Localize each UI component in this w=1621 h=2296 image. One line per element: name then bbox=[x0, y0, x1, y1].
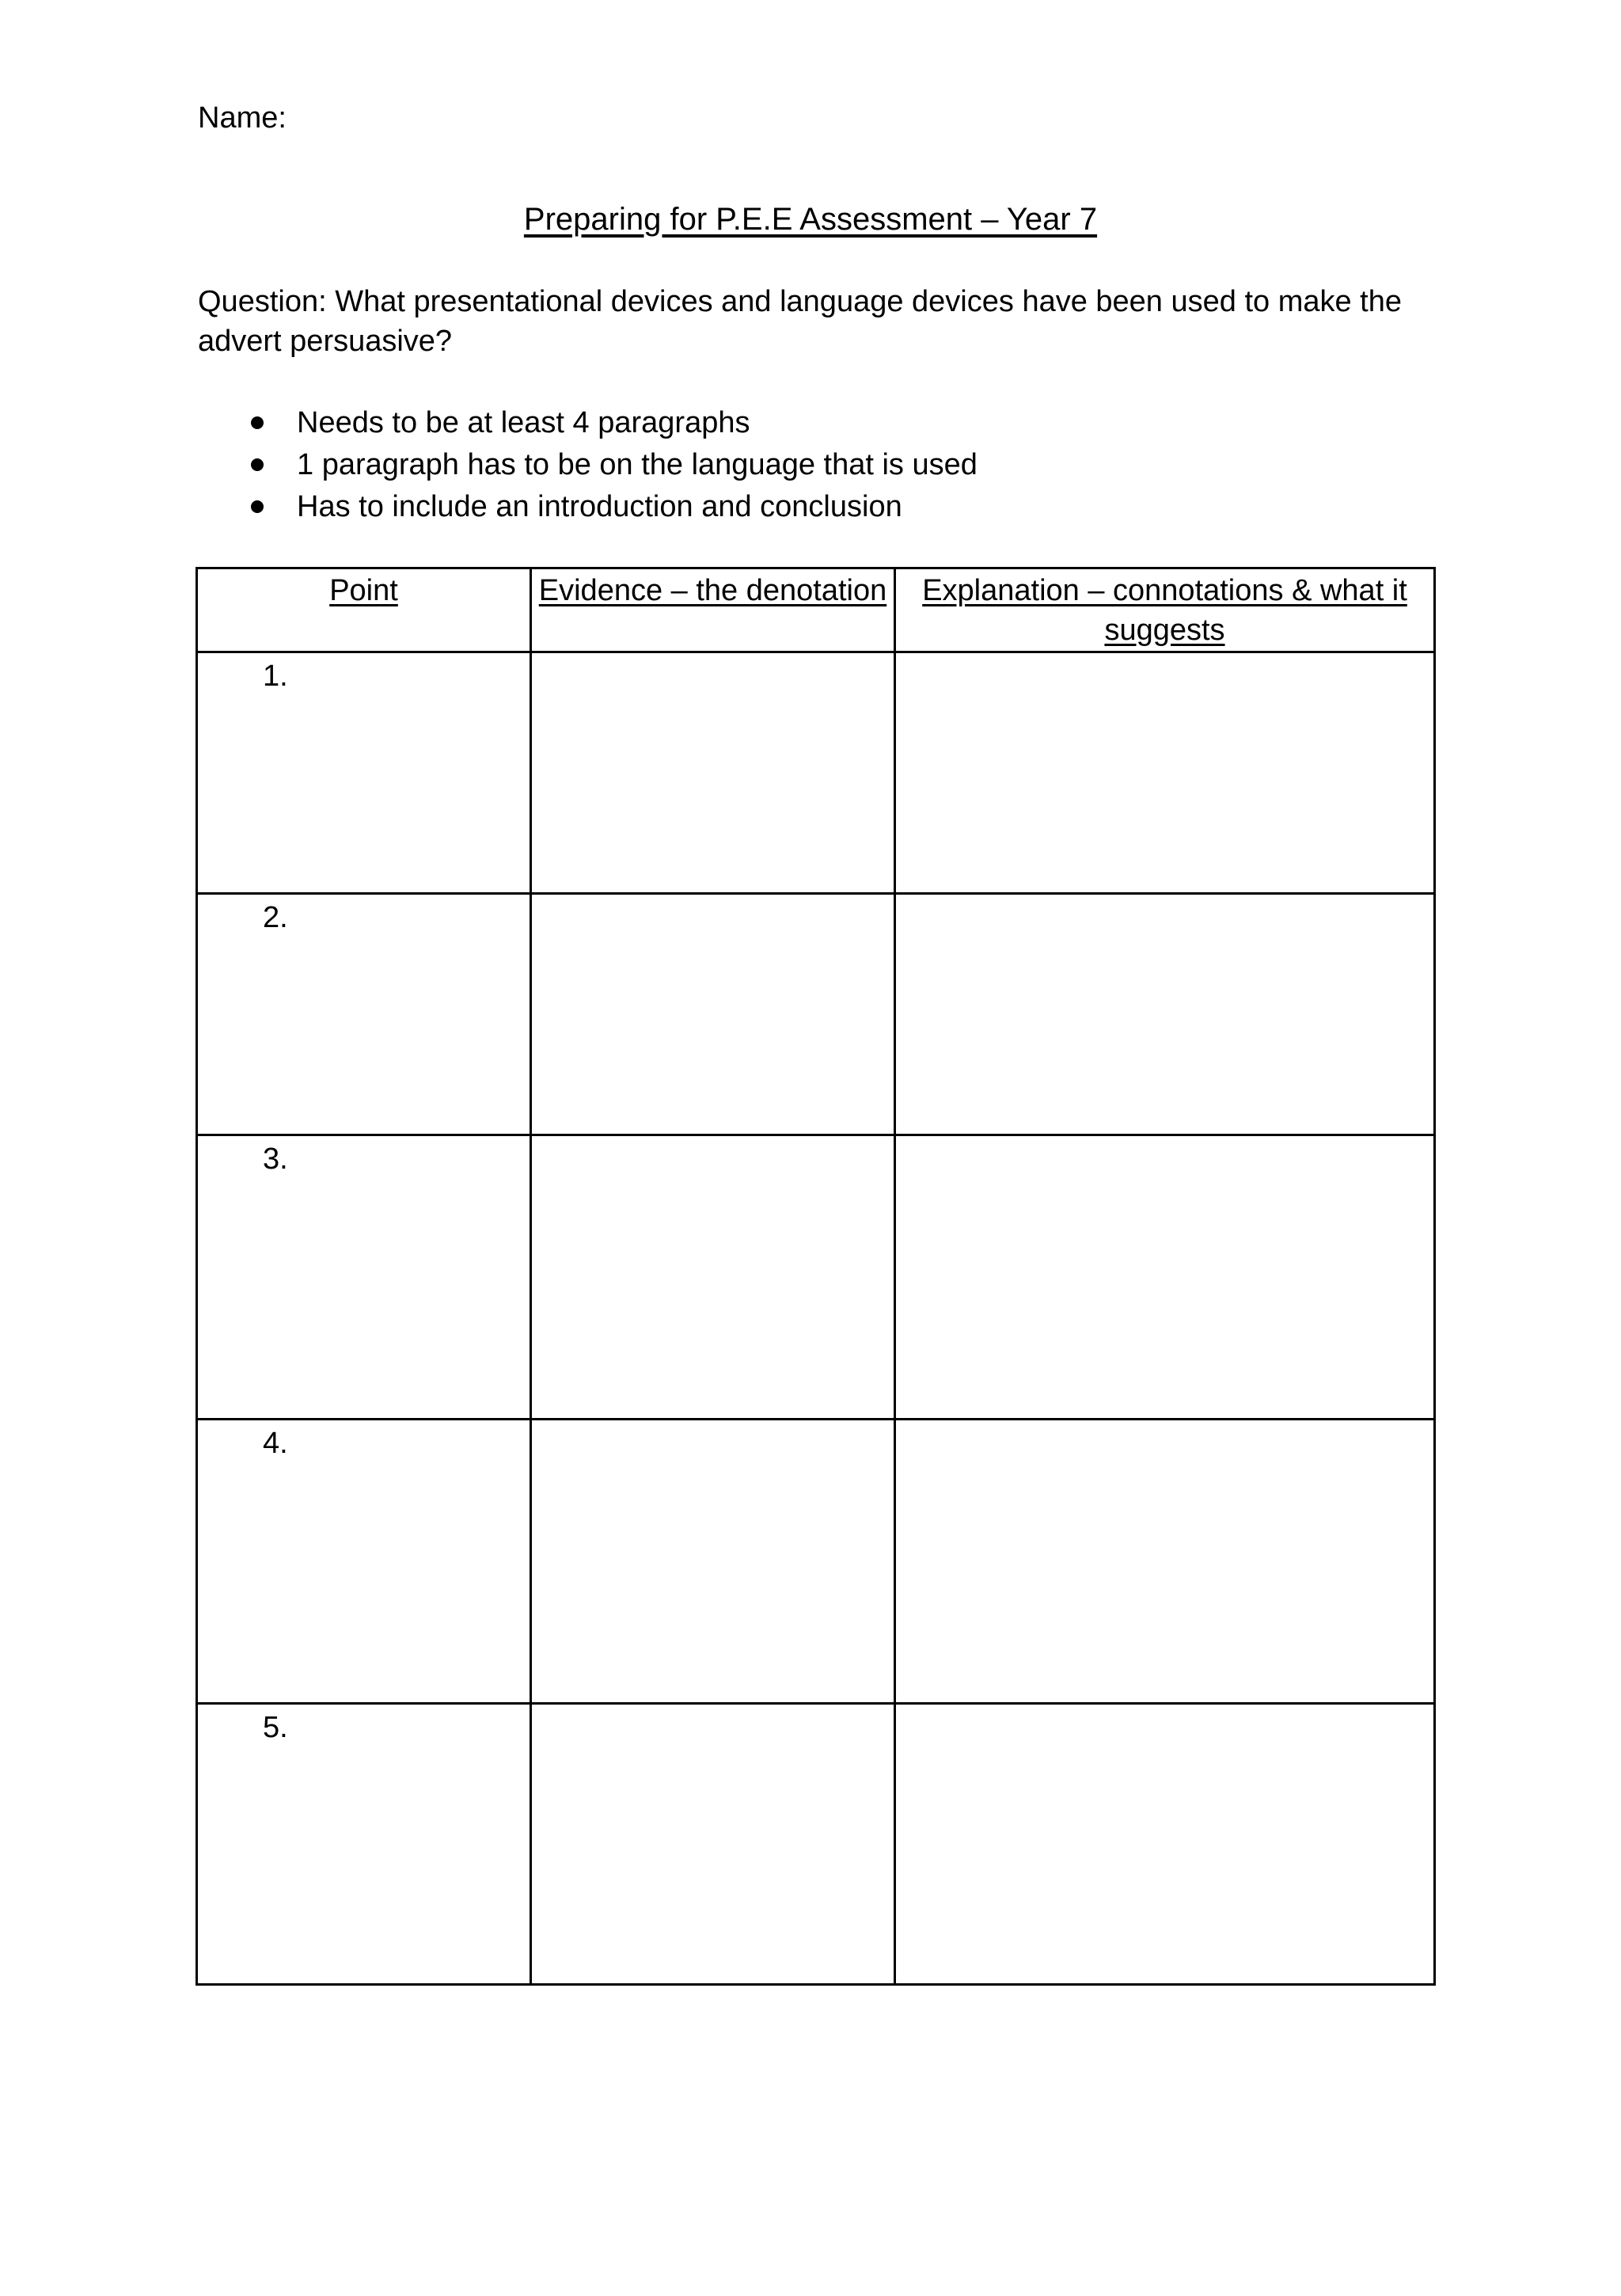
bullet-icon bbox=[251, 458, 264, 471]
list-item bbox=[198, 402, 978, 444]
table-row bbox=[197, 894, 1435, 1135]
point-cell[interactable] bbox=[197, 894, 531, 1135]
requirement-text: 1 paragraph has to be on the language that is used bbox=[297, 448, 978, 481]
point-cell[interactable] bbox=[197, 1704, 531, 1985]
row-number: 3. bbox=[263, 1142, 288, 1176]
header-explanation-label: Explanation – connotations & what it suggests bbox=[922, 574, 1407, 647]
explanation-cell[interactable] bbox=[895, 1135, 1435, 1420]
bullet-icon bbox=[251, 416, 264, 429]
bullet-icon bbox=[251, 500, 264, 513]
page-title: Preparing for P.E.E Assessment – Year 7 bbox=[523, 202, 1098, 237]
evidence-cell[interactable] bbox=[531, 1135, 895, 1420]
header-evidence-label: Evidence – the denotation bbox=[538, 574, 887, 607]
row-number: 1. bbox=[263, 660, 288, 693]
table-row bbox=[197, 652, 1435, 894]
requirements-list bbox=[198, 402, 978, 528]
row-number: 2. bbox=[263, 901, 288, 934]
evidence-cell[interactable] bbox=[531, 1420, 895, 1704]
header-evidence bbox=[531, 568, 895, 652]
explanation-cell[interactable] bbox=[895, 652, 1435, 894]
table-row bbox=[197, 1135, 1435, 1420]
row-number: 4. bbox=[263, 1427, 288, 1460]
row-number: 5. bbox=[263, 1711, 288, 1744]
pee-table bbox=[196, 567, 1436, 1986]
name-label: Name: bbox=[198, 101, 287, 135]
point-cell[interactable] bbox=[197, 1135, 531, 1420]
evidence-cell[interactable] bbox=[531, 652, 895, 894]
table-row bbox=[197, 1420, 1435, 1704]
table-row bbox=[197, 1704, 1435, 1985]
question-text: Question: What presentational devices and language devices have been used to make the advert persuasive? bbox=[198, 285, 1403, 358]
requirement-text: Needs to be at least 4 paragraphs bbox=[297, 406, 750, 439]
header-explanation bbox=[895, 568, 1435, 652]
evidence-cell[interactable] bbox=[531, 1704, 895, 1985]
evidence-cell[interactable] bbox=[531, 894, 895, 1135]
header-point bbox=[197, 568, 531, 652]
table-header-row bbox=[197, 568, 1435, 652]
point-cell[interactable] bbox=[197, 1420, 531, 1704]
explanation-cell[interactable] bbox=[895, 1704, 1435, 1985]
header-point-label: Point bbox=[329, 574, 398, 607]
explanation-cell[interactable] bbox=[895, 894, 1435, 1135]
point-cell[interactable] bbox=[197, 652, 531, 894]
explanation-cell[interactable] bbox=[895, 1420, 1435, 1704]
list-item bbox=[198, 486, 978, 528]
list-item bbox=[198, 444, 978, 486]
requirement-text: Has to include an introduction and conclusion bbox=[297, 490, 902, 523]
